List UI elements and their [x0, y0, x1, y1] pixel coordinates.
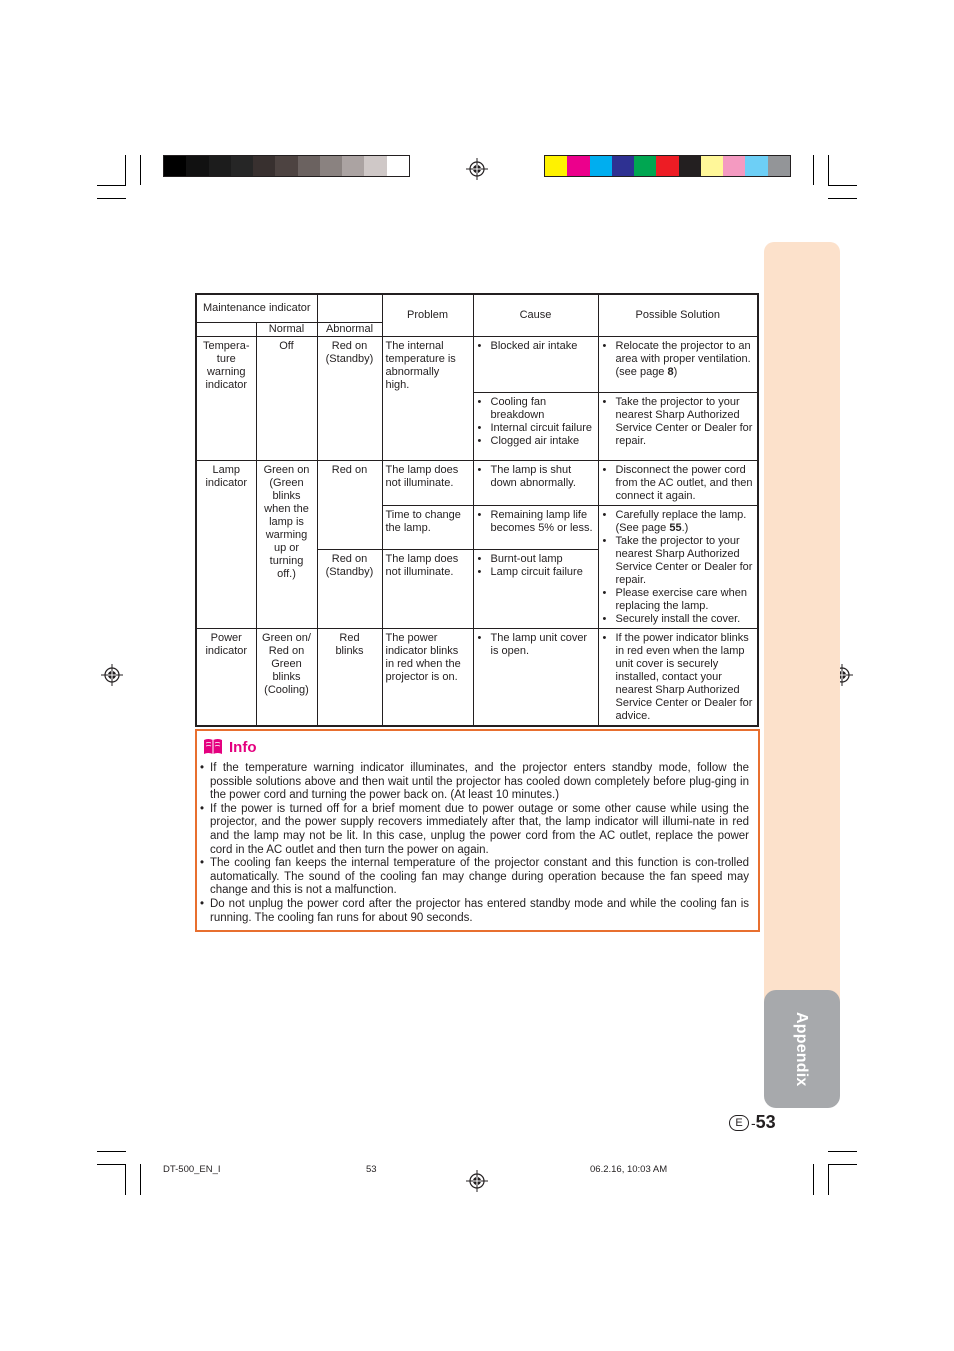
info-item: • If the power is turned off for a brief moment due to power outage or some other cause while using the projector, and the power supply recovers immediately after that, the lamp indicator will illumi-nate in red and the lamp may not be lit. In this case, unplug the power cord from the AC outlet, replace the power cord in the AC outlet and then turn the power on again. [200, 803, 749, 857]
color-swatch [387, 156, 410, 176]
color-swatch [612, 156, 635, 176]
power-normal: Green on/ Red on Green blinks (Cooling) [256, 628, 317, 726]
lamp-problem-2: Time to change the lamp. [382, 505, 473, 549]
lamp-cause-1: • The lamp is shut down abnormally. [473, 460, 598, 505]
power-cause: • The lamp unit cover is open. [473, 628, 598, 726]
color-swatch [364, 156, 387, 176]
header-normal: Normal [256, 322, 317, 336]
appendix-tab-label: Appendix [793, 1012, 810, 1087]
footer-file: DT-500_EN_I [163, 1164, 221, 1175]
header-solution: Possible Solution [598, 294, 758, 336]
color-swatch [545, 156, 568, 176]
temp-solution-2: • Take the projector to your nearest Sharp Authorized Service Center or Dealer for repair. [598, 392, 758, 460]
lamp-normal: Green on (Green blinks when the lamp is warming up or turning off.) [256, 460, 317, 628]
color-swatch [253, 156, 276, 176]
lamp-solution-2: • Carefully replace the lamp. (See page 55.) • Take the projector to your nearest Sharp Authorized Service Center or Dealer for repair. • Please exercise care when replacing the lamp. • Securely install the cover. [598, 505, 758, 628]
temp-cause-2: • Cooling fan breakdown • Internal circuit failure • Clogged air intake [473, 392, 598, 460]
gray-color-bar [163, 155, 410, 177]
color-swatch [231, 156, 254, 176]
registration-mark-icon [466, 1170, 488, 1192]
footer-timestamp: 06.2.16, 10:03 AM [590, 1164, 668, 1175]
color-swatch [342, 156, 365, 176]
power-solution: • If the power indicator blinks in red even when the lamp unit cover is securely installed, contact your nearest Sharp Authorized Service Center or Dealer for advice. [598, 628, 758, 726]
color-swatch [186, 156, 209, 176]
maintenance-indicator-table [195, 293, 759, 727]
color-swatch [209, 156, 232, 176]
temp-cause-1: • Blocked air intake [473, 336, 598, 392]
lamp-abnormal-2: Red on (Standby) [317, 549, 382, 628]
color-swatch [298, 156, 321, 176]
header-problem: Problem [382, 294, 473, 336]
side-tab-background [764, 242, 840, 1002]
registration-mark-icon [101, 664, 123, 686]
lamp-cause-3: • Burnt-out lamp • Lamp circuit failure [473, 549, 598, 628]
lamp-abnormal-1: Red on [317, 460, 382, 549]
page-number: E -53 [729, 1112, 776, 1133]
color-swatch [275, 156, 298, 176]
info-box [195, 729, 760, 932]
temp-normal: Off [256, 336, 317, 460]
temp-problem: The internal temperature is abnormally high. [382, 336, 473, 460]
header-cause: Cause [473, 294, 598, 336]
indicator-temperature: Tempera- ture warning indicator [196, 336, 256, 460]
info-item: • Do not unplug the power cord after the projector has entered standby mode and while the cooling fan is running. The cooling fan runs for about 90 seconds. [200, 898, 749, 925]
header-maintenance-indicator: Maintenance indicator [196, 294, 317, 322]
color-swatch [723, 156, 746, 176]
language-badge: E [729, 1115, 749, 1131]
temp-abnormal: Red on (Standby) [317, 336, 382, 460]
indicator-lamp: Lamp indicator [196, 460, 256, 628]
color-swatch [768, 156, 791, 176]
color-swatch [320, 156, 343, 176]
info-item: • If the temperature warning indicator illuminates, and the projector enters standby mode, follow the possible solutions above and then wait until the projector has cooled down completely before plug-ging in the power cord and turning the power back on. (At least 10 minutes.) [200, 762, 749, 803]
temp-solution-1: • Relocate the projector to an area with proper ventilation. (see page 8) [598, 336, 758, 392]
color-swatch [567, 156, 590, 176]
header-abnormal: Abnormal [317, 322, 382, 336]
lamp-solution-1: • Disconnect the power cord from the AC outlet, and then connect it again. [598, 460, 758, 505]
color-swatch [679, 156, 702, 176]
process-color-bar [544, 155, 791, 177]
color-swatch [590, 156, 613, 176]
color-swatch [656, 156, 679, 176]
footer-page: 53 [366, 1164, 377, 1175]
lamp-problem-1: The lamp does not illuminate. [382, 460, 473, 505]
power-problem: The power indicator blinks in red when the projector is on. [382, 628, 473, 726]
color-swatch [701, 156, 724, 176]
lamp-problem-3: The lamp does not illuminate. [382, 549, 473, 628]
lamp-cause-2: • Remaining lamp life becomes 5% or less. [473, 505, 598, 549]
color-swatch [745, 156, 768, 176]
info-list [200, 762, 749, 925]
book-icon [203, 738, 223, 755]
indicator-power: Power indicator [196, 628, 256, 726]
color-swatch [164, 156, 187, 176]
power-abnormal: Red blinks [317, 628, 382, 726]
color-swatch [634, 156, 657, 176]
info-item: • The cooling fan keeps the internal temperature of the projector constant and this function is con-trolled automatically. The sound of the cooling fan may change during operation because the fan speed may change and this is not a malfunction. [200, 857, 749, 898]
registration-mark-icon [466, 158, 488, 180]
info-title: Info [229, 739, 257, 756]
